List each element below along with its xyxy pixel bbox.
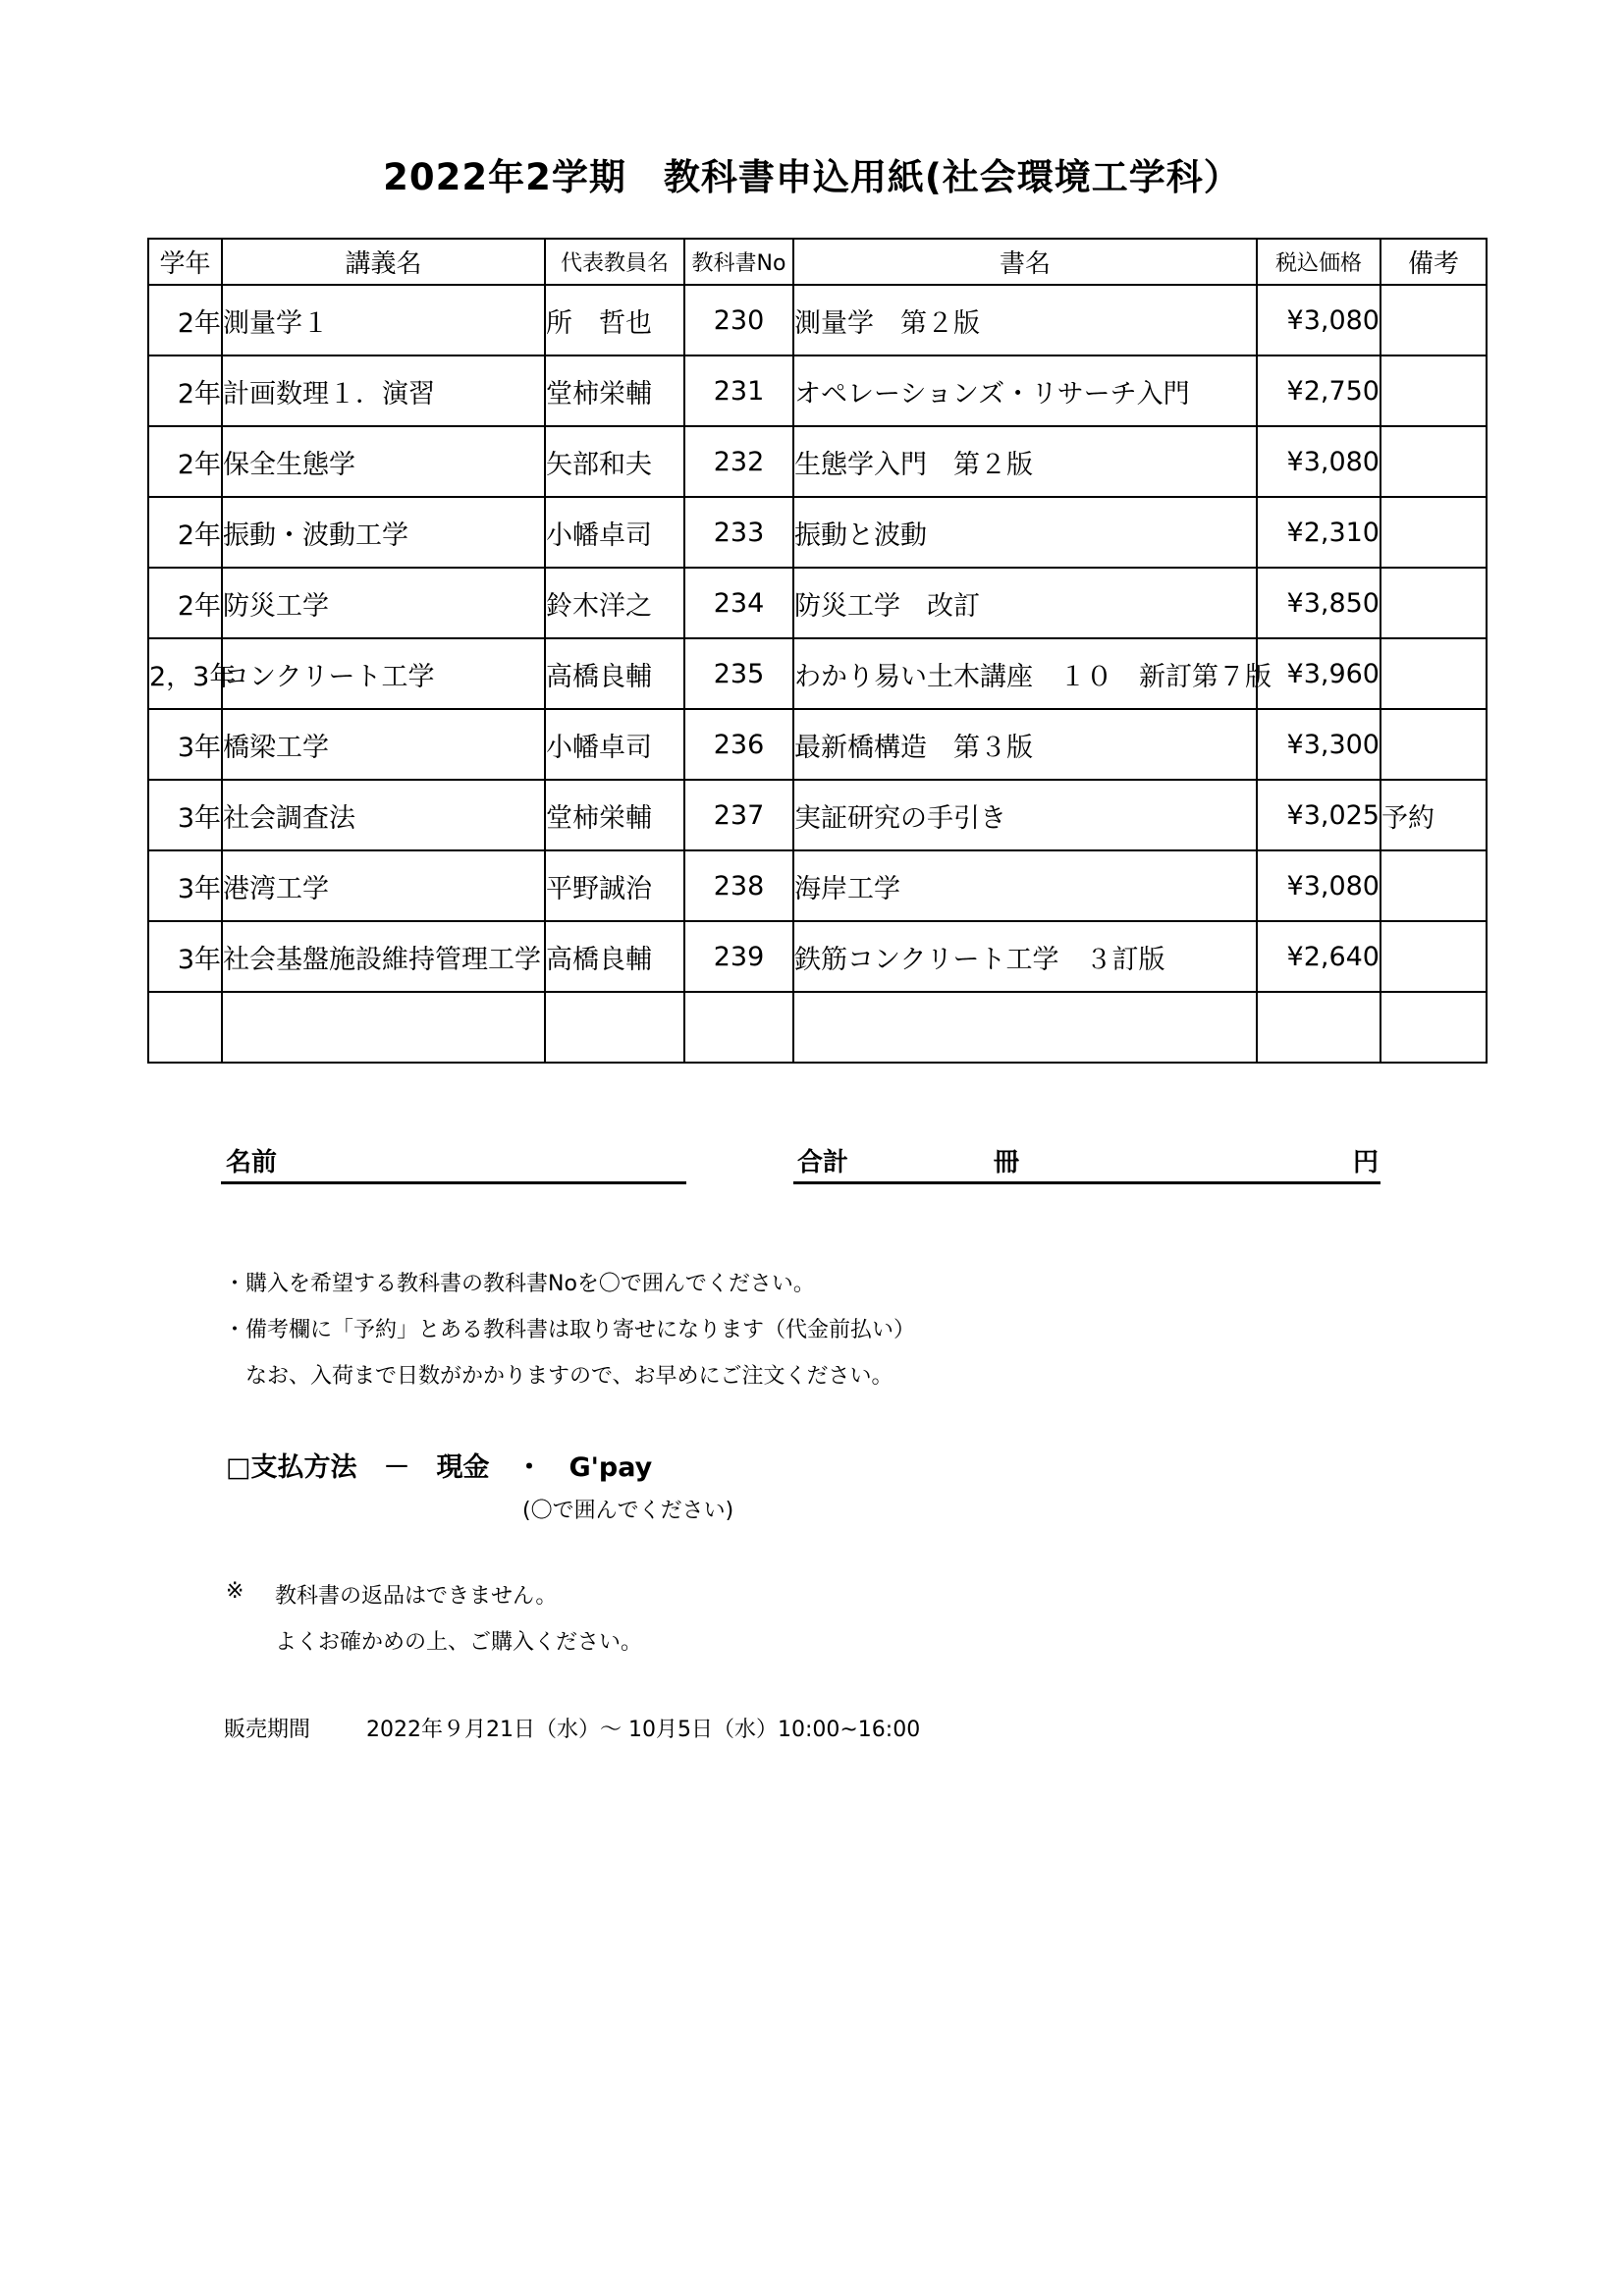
row-teacher: 所 哲也 [545,285,684,355]
table-row [148,850,1487,921]
row-teacher: 矢部和夫 [545,426,684,497]
row-book-no[interactable]: 238 [684,850,793,921]
row-book-title: わかり易い土木講座 １０ 新訂第７版 [793,638,1257,709]
row-book-title: 測量学 第２版 [793,285,1257,355]
row-price: ¥3,080 [1257,285,1380,355]
row-book-no[interactable]: 239 [684,921,793,992]
table-row [148,497,1487,568]
row-remarks [1380,709,1487,780]
row-book-title: 鉄筋コンクリート工学 ３訂版 [793,921,1257,992]
row-lecture: コンクリート工学 [222,638,545,709]
header-year: 学年 [148,239,222,285]
total-field[interactable] [793,1181,1380,1184]
row-lecture: 振動・波動工学 [222,497,545,568]
row-year: 3年 [148,780,222,850]
header-lecture: 講義名 [222,239,545,285]
row-remarks [1380,355,1487,426]
no-returns-line-1: 教科書の返品はできません。 [275,1584,558,1609]
row-remarks [1380,285,1487,355]
row-price: ¥2,310 [1257,497,1380,568]
name-field[interactable] [221,1181,686,1184]
payment-method: □支払方法 － 現金 ・ G'pay [226,1452,653,1483]
row-teacher: 堂柿栄輔 [545,355,684,426]
header-price: 税込価格 [1257,239,1380,285]
row-book-no[interactable]: 233 [684,497,793,568]
row-teacher: 鈴木洋之 [545,568,684,638]
table-row [148,638,1487,709]
row-teacher: 高橋良輔 [545,638,684,709]
row-year: 3年 [148,709,222,780]
table-row [148,285,1487,355]
row-teacher: 小幡卓司 [545,497,684,568]
row-price: ¥3,080 [1257,426,1380,497]
row-price: ¥2,750 [1257,355,1380,426]
row-year: 2年 [148,355,222,426]
row-year: 2年 [148,568,222,638]
row-book-no[interactable]: 234 [684,568,793,638]
reference-mark: ※ [226,1579,244,1604]
row-book-title: 振動と波動 [793,497,1257,568]
table-header-row [148,239,1487,285]
row-book-title: オペレーションズ・リサーチ入門 [793,355,1257,426]
row-book-no[interactable]: 237 [684,780,793,850]
row-book-no[interactable]: 235 [684,638,793,709]
row-lecture: 橋梁工学 [222,709,545,780]
header-remarks: 備考 [1380,239,1487,285]
note-line-2: ・備考欄に「予約」とある教科書は取り寄せになります（代金前払い） [224,1318,916,1342]
row-book-no[interactable]: 230 [684,285,793,355]
page-title: 2022年2学期 教科書申込用紙(社会環境工学科） [383,156,1241,198]
row-lecture: 社会基盤施設維持管理工学 [222,921,545,992]
row-price [1257,992,1380,1063]
row-lecture: 測量学１ [222,285,545,355]
row-price: ¥3,080 [1257,850,1380,921]
row-book-no[interactable] [684,992,793,1063]
note-line-3: なお、入荷まで日数がかかりますので、お早めにご注文ください。 [224,1364,893,1389]
row-year: 2，3年 [148,638,222,709]
row-remarks [1380,497,1487,568]
row-book-no[interactable]: 231 [684,355,793,426]
row-remarks [1380,638,1487,709]
row-book-title: 生態学入門 第２版 [793,426,1257,497]
row-teacher [545,992,684,1063]
row-price: ¥3,960 [1257,638,1380,709]
books-unit: 冊 [994,1148,1020,1177]
row-year: 3年 [148,850,222,921]
row-year: 2年 [148,497,222,568]
row-teacher: 小幡卓司 [545,709,684,780]
textbook-order-table [147,238,1488,1064]
row-book-no[interactable]: 236 [684,709,793,780]
row-book-title: 海岸工学 [793,850,1257,921]
row-year: 2年 [148,285,222,355]
row-remarks [1380,426,1487,497]
row-book-title: 最新橋構造 第３版 [793,709,1257,780]
payment-hint: (〇で囲んでください) [522,1499,734,1523]
name-label: 名前 [226,1148,278,1177]
total-label: 合計 [797,1148,849,1177]
row-teacher: 堂柿栄輔 [545,780,684,850]
table-row [148,355,1487,426]
row-book-title: 防災工学 改訂 [793,568,1257,638]
row-lecture: 港湾工学 [222,850,545,921]
row-remarks: 予約 [1380,780,1487,850]
row-price: ¥3,025 [1257,780,1380,850]
table-row [148,780,1487,850]
row-price: ¥3,300 [1257,709,1380,780]
row-remarks [1380,568,1487,638]
table-row [148,992,1487,1063]
table-row [148,921,1487,992]
row-price: ¥2,640 [1257,921,1380,992]
row-lecture: 計画数理１．演習 [222,355,545,426]
table-row [148,568,1487,638]
row-lecture [222,992,545,1063]
row-book-title: 実証研究の手引き [793,780,1257,850]
header-book-title: 書名 [793,239,1257,285]
row-remarks [1380,921,1487,992]
table-row [148,426,1487,497]
row-year [148,992,222,1063]
header-teacher: 代表教員名 [545,239,684,285]
row-lecture: 社会調査法 [222,780,545,850]
row-price: ¥3,850 [1257,568,1380,638]
sales-period-value: 2022年９月21日（水）～ 10月5日（水）10:00~16:00 [366,1718,921,1742]
row-remarks [1380,850,1487,921]
table-row [148,709,1487,780]
row-year: 2年 [148,426,222,497]
row-lecture: 保全生態学 [222,426,545,497]
sales-period-label: 販売期間 [224,1718,311,1742]
no-returns-line-2: よくお確かめの上、ご購入ください。 [275,1630,643,1655]
row-lecture: 防災工学 [222,568,545,638]
yen-unit: 円 [1353,1148,1380,1177]
row-year: 3年 [148,921,222,992]
row-remarks [1380,992,1487,1063]
row-teacher: 平野誠治 [545,850,684,921]
row-book-title [793,992,1257,1063]
row-teacher: 高橋良輔 [545,921,684,992]
row-book-no[interactable]: 232 [684,426,793,497]
note-line-1: ・購入を希望する教科書の教科書Noを〇で囲んでください。 [224,1272,815,1296]
header-book-no: 教科書No [684,239,793,285]
